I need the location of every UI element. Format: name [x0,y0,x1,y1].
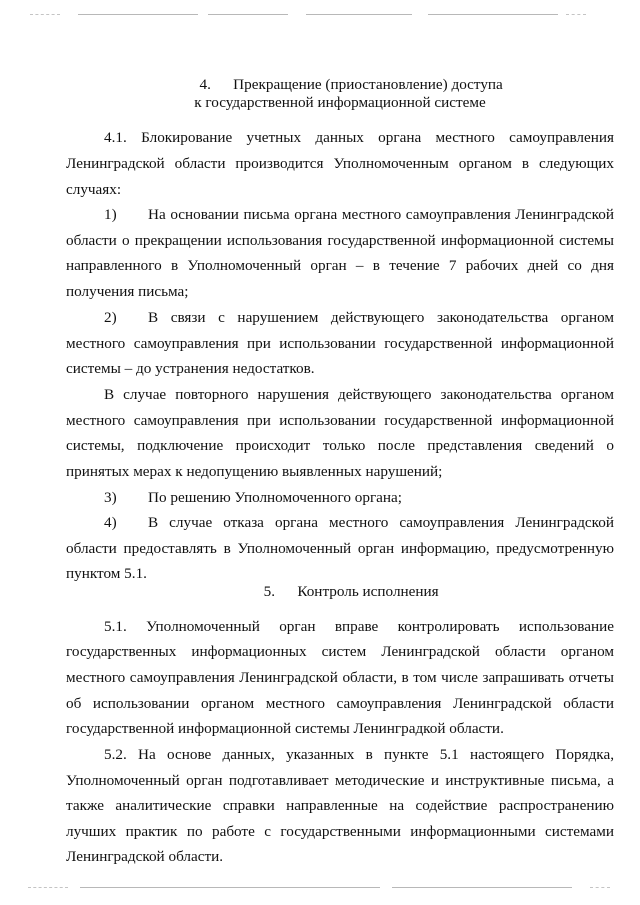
list-item-3-number: 3) [104,489,117,506]
section-5-heading [66,582,614,602]
list-item-3-first-line [66,488,614,508]
list-item-2-text: В связи с нарушением действующего законодательства органом [148,309,614,326]
scan-edge-top [566,14,586,15]
scan-edge-bottom [28,887,68,888]
section-5-number: 5. [263,583,276,600]
paragraph-5-2-line: лучших практик по работе с государственными информационными системами [66,823,614,840]
section-4-number: 4. [199,76,211,93]
list-item-4-first-line [66,513,614,533]
section-4-heading-line2: к государственной информационной системе [194,94,486,111]
section-4-title-line1: Прекращение (приостановление) доступа [233,76,503,93]
paragraph-5-1-line: об использовании органом местного самоуправления Ленинградской области [66,695,614,712]
list-item-1-number: 1) [104,206,117,223]
list-item-1-text: На основании письма органа местного самоуправления Ленинградской [148,206,614,223]
scan-edge-bottom [590,887,610,888]
section-4-heading [66,75,614,95]
list-item-4-line: области предоставлять в Уполномоченный орган информацию, предусмотренную [66,540,614,557]
scan-edge-bottom [392,887,572,888]
paragraph-repeat-violation-line: В случае повторного нарушения действующего законодательства органом [104,386,614,403]
list-item-2-first-line [66,308,614,328]
scan-edge-top [306,14,412,15]
paragraph-5-1-line: 5.1. Уполномоченный орган вправе контролировать использование [104,618,614,635]
paragraph-5-1-line: государственных информационных систем Ленинградской области органом [66,643,614,660]
list-item-2-line: системы – до устранения недостатков. [66,360,315,377]
paragraph-5-2-line: 5.2. На основе данных, указанных в пункте 5.1 настоящего Порядка, [104,746,614,763]
list-item-4-text: В случае отказа органа местного самоуправления Ленинградской [148,514,614,531]
list-item-3-text: По решению Уполномоченного органа; [148,489,403,506]
paragraph-5-2-line: также аналитические справки направленные на содействие распространению [66,797,614,814]
list-item-2-number: 2) [104,309,117,326]
scan-edge-top [428,14,558,15]
paragraph-4-1-line: случаях: [66,181,122,198]
scan-edge-top [78,14,198,15]
list-item-1-line: области о прекращении использования государственной информационной системы [66,232,614,249]
paragraph-5-2-line: Ленинградской области. [66,848,224,865]
paragraph-5-1-line: государственной информационной системы Ленинградкой области. [66,720,504,737]
scan-edge-bottom [80,887,380,888]
paragraph-5-1-line: местного самоуправления Ленинградской области, в том числе запрашивать отчеты [66,669,614,686]
paragraph-repeat-violation-line: системы, подключение происходит только после представления сведений о [66,437,614,454]
scan-edge-top [208,14,288,15]
list-item-1-line: направленного в Уполномоченный орган – в течение 7 рабочих дней со дня [66,257,614,274]
list-item-1-first-line [66,205,614,225]
list-item-2-line: местного самоуправления при использовании государственной информационной [66,335,614,352]
paragraph-4-1-line: Ленинградской области производится Уполномоченным органом в следующих [66,155,614,172]
paragraph-5-2-line: Уполномоченный орган подготавливает методические и инструктивные письма, а [66,772,614,789]
paragraph-4-1-line: 4.1. Блокирование учетных данных органа местного самоуправления [104,129,614,146]
section-5-title: Контроль исполнения [297,583,439,600]
list-item-1-line: получения письма; [66,283,189,300]
paragraph-repeat-violation-line: принятых мерах к недопущению выявленных нарушений; [66,463,443,480]
list-item-4-line: пунктом 5.1. [66,565,147,582]
list-item-4-number: 4) [104,514,117,531]
paragraph-repeat-violation-line: местного самоуправления при использовании государственной информационной [66,412,614,429]
scan-edge-top [30,14,60,15]
